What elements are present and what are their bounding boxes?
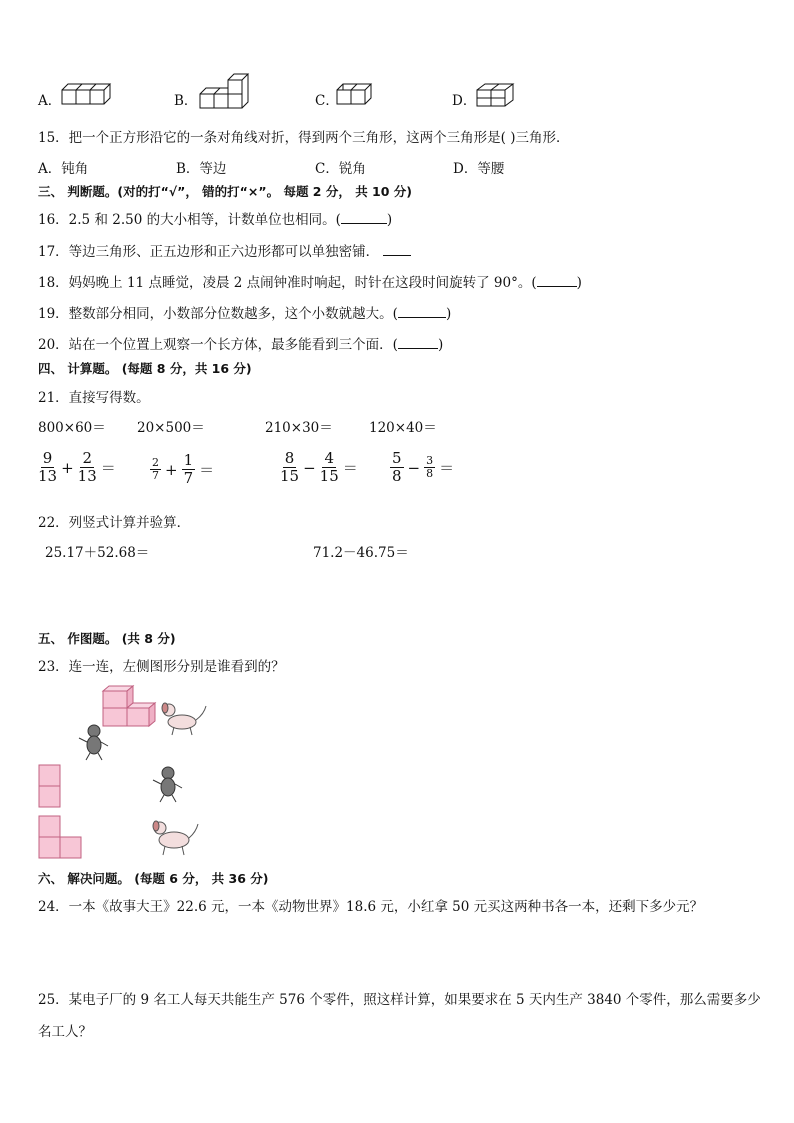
question-18 xyxy=(38,271,582,291)
q15-option-b: B．等边 xyxy=(176,161,227,177)
mult-3: 210×30＝ xyxy=(265,420,333,436)
cube-figure-a xyxy=(62,84,112,108)
question-20-text: 20．站在一个位置上观察一个长方体，最多能看到三个面．( xyxy=(38,337,398,353)
fraction-expr-2: $\frac{2}{7}$ + $\frac{1}{7}$ ＝ xyxy=(152,451,215,488)
question-23: 23．连一连，左侧图形分别是谁看到的？ xyxy=(38,659,285,675)
monkey-icon-top xyxy=(76,722,112,762)
view-two-squares xyxy=(38,764,62,810)
question-24: 24．一本《故事大王》22.6 元，一本《动物世界》18.6 元，小红拿 50 元买这两种书各一本，还剩下多少元？ xyxy=(38,899,704,915)
question-16-text: 16．2.5 和 2.50 的大小相等，计数单位也相同。( xyxy=(38,212,341,228)
view-l-shape xyxy=(38,815,84,861)
mult-2: 20×500＝ xyxy=(137,420,205,436)
option-c-label: C． xyxy=(315,93,339,109)
dog-icon xyxy=(150,818,200,858)
monkey-icon xyxy=(150,764,186,804)
section-4-heading: 四、 计算题。 (每题 8 分，共 16 分) xyxy=(38,361,252,376)
close-paren: ) xyxy=(576,275,582,291)
question-18-text: 18．妈妈晚上 11 点睡觉，凌晨 2 点闹钟准时响起，时针在这段时间旋转了 90°。( xyxy=(38,275,537,291)
cube-figure-b xyxy=(200,80,250,112)
question-20 xyxy=(38,333,443,353)
option-a-label: A． xyxy=(38,93,62,109)
question-25-line2: 名工人？ xyxy=(38,1024,92,1040)
fraction-expr-3: $\frac{8}{15}$ − $\frac{4}{15}$ ＝ xyxy=(280,449,358,486)
question-22: 22．列竖式计算并验算． xyxy=(38,515,191,531)
q15-option-c: C．锐角 xyxy=(315,161,366,177)
question-25-line1: 25．某电子厂的 9 名工人每天共能生产 576 个零件，照这样计算，如果要求在 5 天内生产 3840 个零件，那么需要多少 xyxy=(38,992,761,1008)
mult-4: 120×40＝ xyxy=(369,420,437,436)
answer-blank[interactable] xyxy=(537,286,577,287)
fraction-expr-4: $\frac{5}{8}$ − $\frac{3}{8}$ ＝ xyxy=(392,449,455,486)
option-d-label: D． xyxy=(452,93,477,109)
close-paren: ) xyxy=(437,337,444,353)
question-21: 21．直接写得数。 xyxy=(38,390,150,406)
question-19-text: 19．整数部分相同，小数部分位数越多，这个小数就越大。( xyxy=(38,306,398,322)
answer-blank[interactable] xyxy=(341,223,387,224)
q15-option-a: A．钝角 xyxy=(38,161,89,177)
close-paren: ) xyxy=(386,212,393,228)
section-6-heading: 六、 解决问题。 (每题 6 分， 共 36 分) xyxy=(38,871,269,886)
q22-item-2: 71.2－46.75＝ xyxy=(313,545,409,561)
answer-blank[interactable] xyxy=(383,255,411,256)
question-16 xyxy=(38,208,392,228)
close-paren: ) xyxy=(445,306,452,322)
answer-blank[interactable] xyxy=(398,317,446,318)
cube-figure-d xyxy=(477,84,519,110)
answer-blank[interactable] xyxy=(398,348,438,349)
option-b-label: B． xyxy=(174,93,198,109)
q22-item-1: 25.17＋52.68＝ xyxy=(45,545,150,561)
fraction-expr-1: $\frac{9}{13}$ + $\frac{2}{13}$ ＝ xyxy=(38,449,116,486)
question-19 xyxy=(38,302,451,322)
mult-1: 800×60＝ xyxy=(38,420,106,436)
cube-figure-c xyxy=(337,84,379,108)
question-15-stem: 15．把一个正方形沿它的一条对角线对折，得到两个三角形，这两个三角形是( )三角形． xyxy=(38,130,570,146)
q15-option-d: D．等腰 xyxy=(453,161,505,177)
question-17 xyxy=(38,240,411,260)
section-3-heading: 三、 判断题。(对的打“√”， 错的打“×”。 每题 2 分， 共 10 分) xyxy=(38,184,413,199)
section-5-heading: 五、 作图题。 (共 8 分) xyxy=(38,631,176,646)
question-17-text: 17．等边三角形、正五边形和正六边形都可以单独密铺． xyxy=(38,244,380,260)
dog-icon-top xyxy=(160,700,210,738)
